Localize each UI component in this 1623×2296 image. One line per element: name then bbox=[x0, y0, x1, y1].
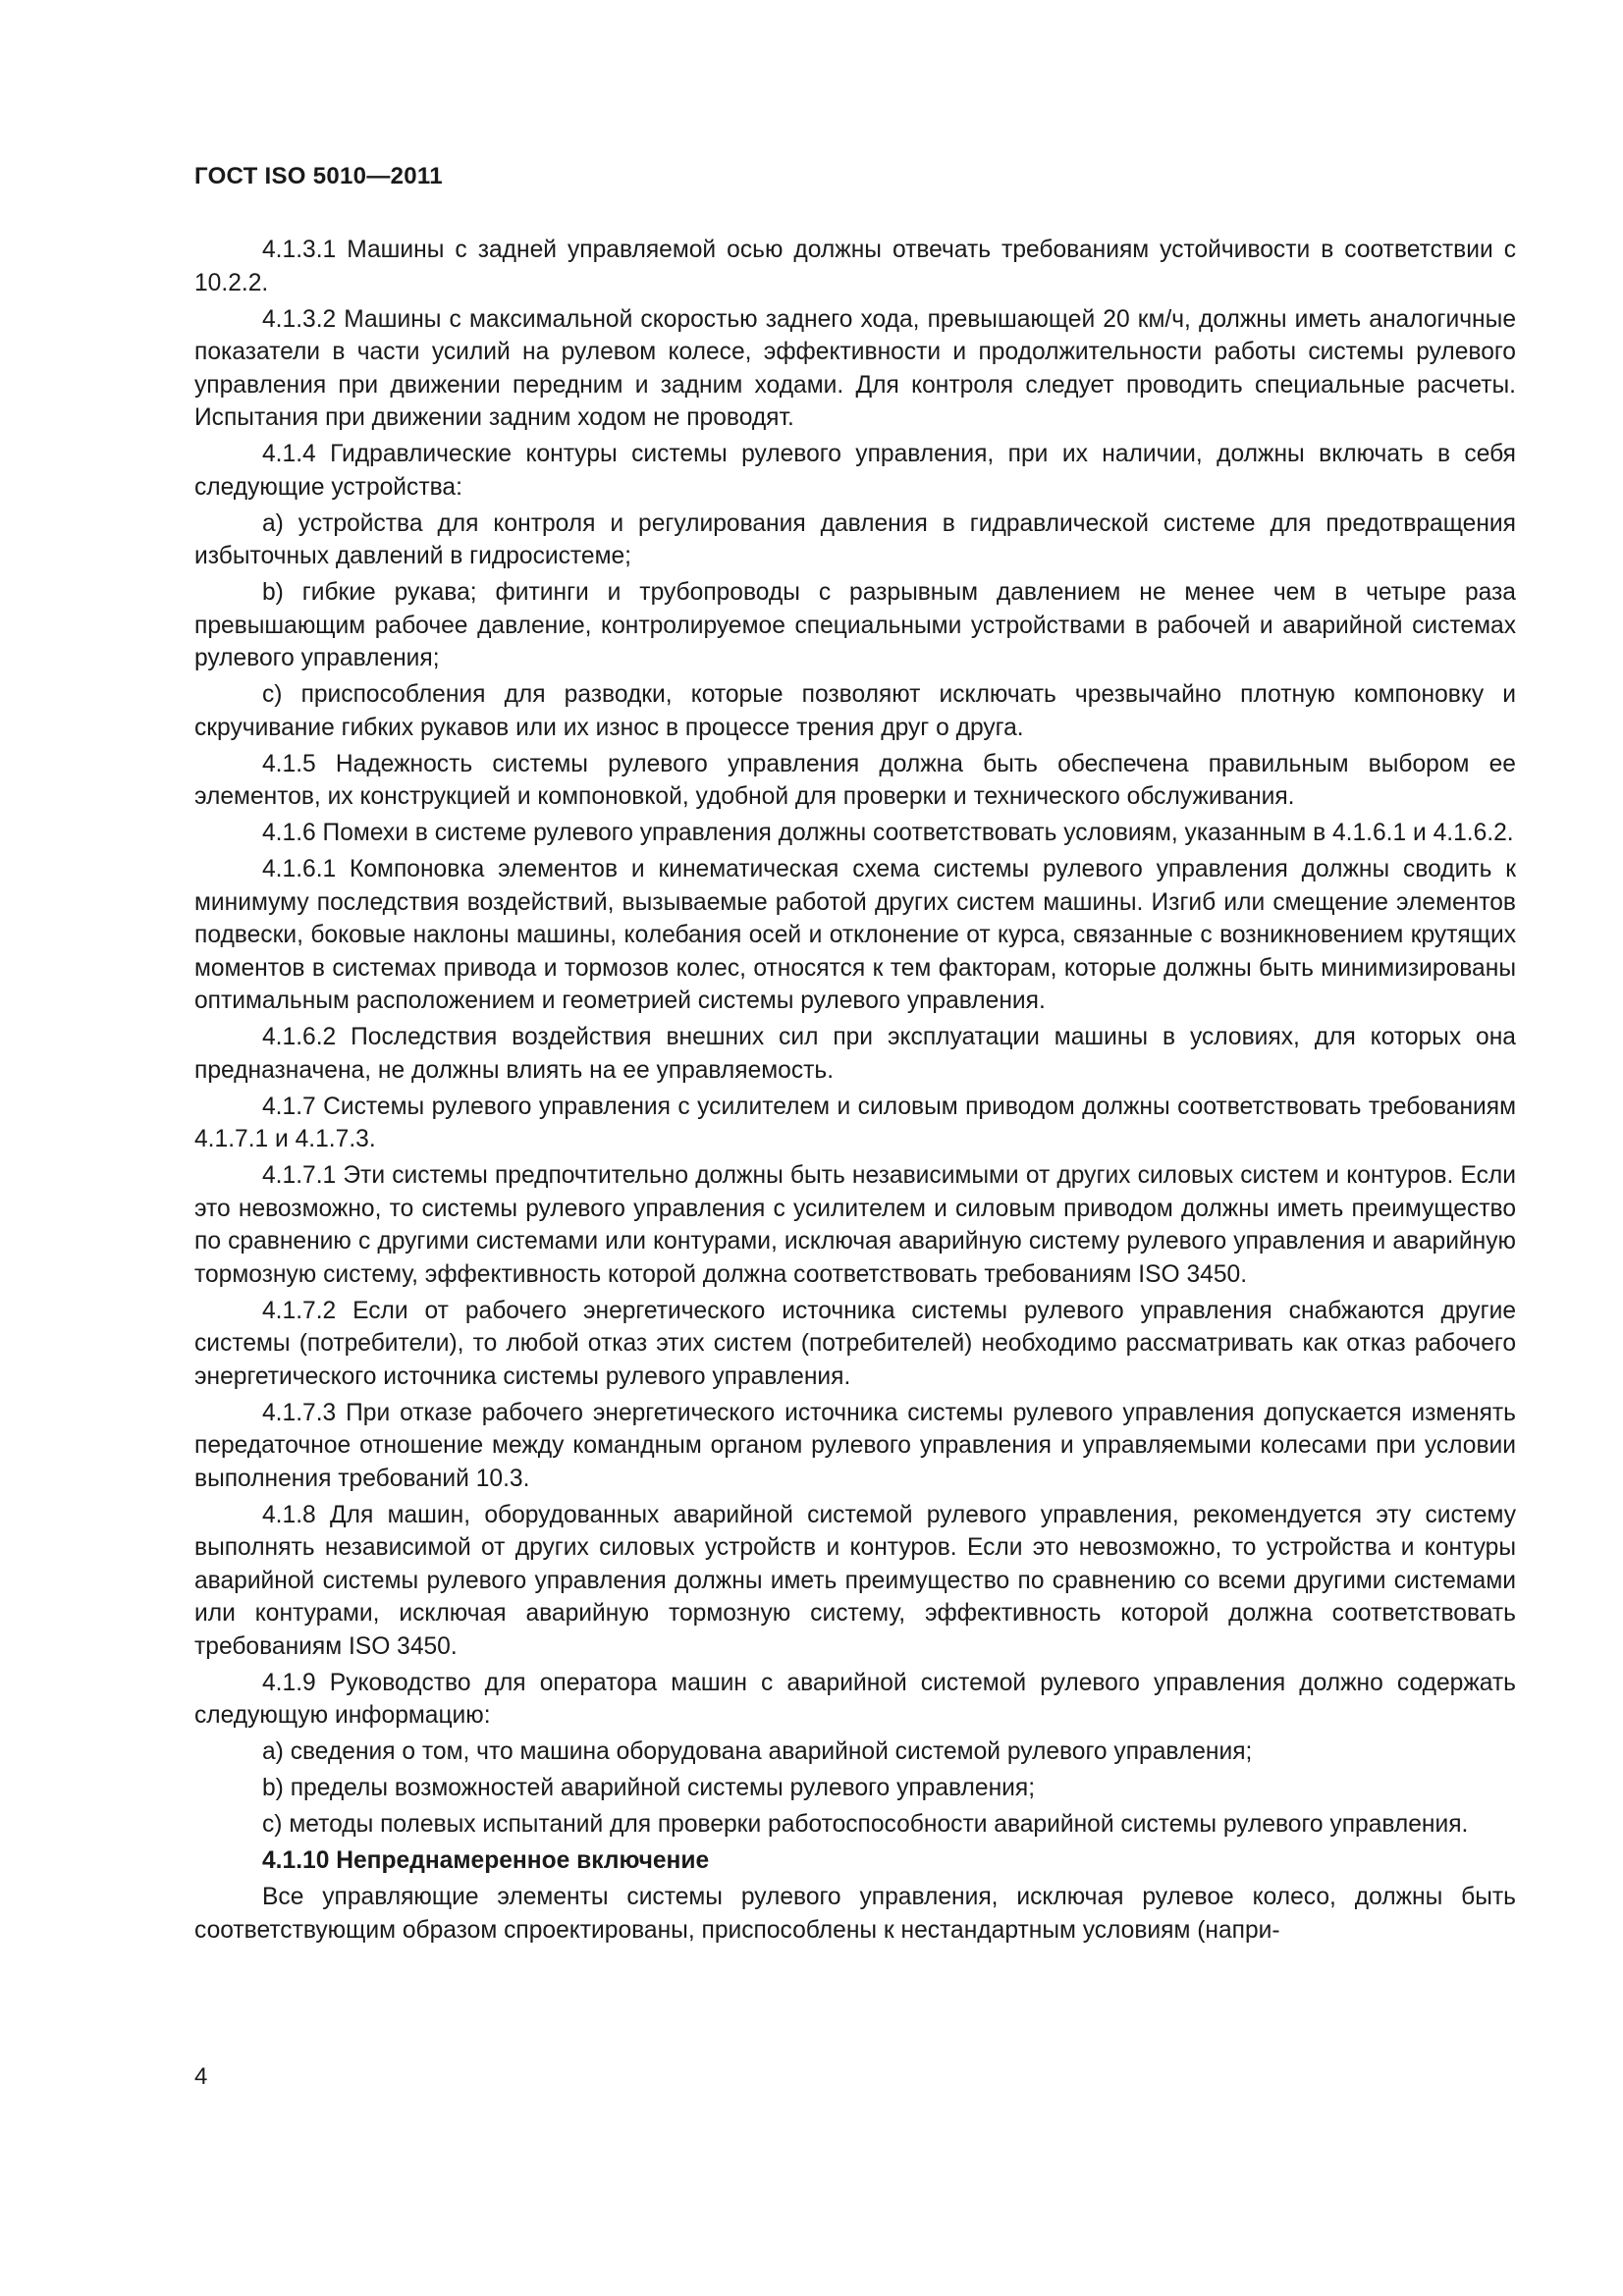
paragraph-4-1-6: 4.1.6 Помехи в системе рулевого управления должны соответствовать условиям, указанным в 4.1.6.1 и 4.1.6.2. bbox=[262, 820, 1514, 846]
paragraph-4-1-9: 4.1.9 Руководство для оператора машин с аварийной системой рулевого управления должно содержать следующую информацию: bbox=[194, 1669, 1516, 1729]
list-item-4-1-9-c: c) методы полевых испытаний для проверки работоспособности аварийной системы рулевого управления. bbox=[262, 1811, 1469, 1838]
list-item-4-1-4-b: b) гибкие рукава; фитинги и трубопроводы с разрывным давлением не менее чем в четыре раза превышающим рабочее давление, контролируемое специальными устройствами в рабочей и аварийной системах рулевого управления; bbox=[194, 579, 1516, 671]
list-item-4-1-9-b: b) пределы возможностей аварийной системы рулевого управления; bbox=[262, 1775, 1036, 1801]
paragraph-4-1-10-body: Все управляющие элементы системы рулевого управления, исключая рулевое колесо, должны быть соответствующим образом спроектированы, приспособлены к нестандартным условиям (напри- bbox=[194, 1884, 1516, 1944]
list-item-4-1-4-a: a) устройства для контроля и регулирования давления в гидравлической системе для предотвращения избыточных давлений в гидросистеме; bbox=[194, 509, 1516, 569]
paragraph-4-1-7-2: 4.1.7.2 Если от рабочего энергетического источника системы рулевого управления снабжаются другие системы (потребители), то любой отказ этих систем (потребителей) необходимо рассматривать как отказ рабочего энергетического источника системы рулевого управления. bbox=[194, 1297, 1516, 1390]
paragraph-4-1-7-1: 4.1.7.1 Эти системы предпочтительно должны быть независимыми от других силовых систем и контуров. Если это невозможно, то системы рулевого управления с усилителем и силовым приводом должны иметь преимущество по сравнению с другими системами или контурами, исключая аварийную систему рулевого управления и аварийную тормозную систему, эффективность которой должна соответствовать требованиям ISO 3450. bbox=[194, 1162, 1516, 1288]
paragraph-4-1-3-1: 4.1.3.1 Машины с задней управляемой осью должны отвечать требованиям устойчивости в соответствии с 10.2.2. bbox=[194, 237, 1516, 296]
page-number: 4 bbox=[194, 2063, 208, 2090]
document-body bbox=[194, 234, 1516, 1950]
list-item-4-1-4-c: c) приспособления для разводки, которые позволяют исключать чрезвычайно плотную компоновку и скручивание гибких рукавов или их износ в процессе трения друг о друга. bbox=[194, 681, 1516, 741]
paragraph-4-1-6-2: 4.1.6.2 Последствия воздействия внешних сил при эксплуатации машины в условиях, для которых она предназначена, не должны влиять на ее управляемость. bbox=[194, 1024, 1516, 1084]
paragraph-4-1-3-2: 4.1.3.2 Машины с максимальной скоростью заднего хода, превышающей 20 км/ч, должны иметь аналогичные показатели в части усилий на рулевом колесе, эффективности и продолжительности работы системы рулевого управления при движении передним и задним ходами. Для контроля следует проводить специальные расчеты. Испытания при движении задним ходом не проводят. bbox=[194, 305, 1516, 431]
paragraph-4-1-7: 4.1.7 Системы рулевого управления с усилителем и силовым приводом должны соответствовать требованиям 4.1.7.1 и 4.1.7.3. bbox=[194, 1093, 1516, 1152]
paragraph-4-1-8: 4.1.8 Для машин, оборудованных аварийной системой рулевого управления, рекомендуется эту систему выполнять независимой от других силовых устройств и контуров. Если это невозможно, то устройства и контуры аварийной системы рулевого управления должны иметь преимущество по сравнению со всеми другими системами или контурами, исключая аварийную тормозную систему, эффективность которой должна соответствовать требованиям ISO 3450. bbox=[194, 1501, 1516, 1660]
list-item-4-1-9-a: a) сведения о том, что машина оборудована аварийной системой рулевого управления; bbox=[262, 1738, 1253, 1765]
paragraph-4-1-6-1: 4.1.6.1 Компоновка элементов и кинематическая схема системы рулевого управления должны сводить к минимуму последствия воздействий, вызываемые работой других систем машины. Изгиб или смещение элементов подвески, боковые наклоны машины, колебания осей и отклонение от курса, связанные с возникновением крутящих моментов в системах привода и тормозов колес, относятся к тем факторам, которые должны быть минимизированы оптимальным расположением и геометрией системы рулевого управления. bbox=[194, 856, 1516, 1014]
paragraph-4-1-5: 4.1.5 Надежность системы рулевого управления должна быть обеспечена правильным выбором ее элементов, их конструкцией и компоновкой, удобной для проверки и технического обслуживания. bbox=[194, 750, 1516, 810]
section-heading-4-1-10: 4.1.10 Непреднамеренное включение bbox=[262, 1847, 710, 1874]
paragraph-4-1-7-3: 4.1.7.3 При отказе рабочего энергетического источника системы рулевого управления допускается изменять передаточное отношение между командным органом рулевого управления и управляемыми колесами при условии выполнения требований 10.3. bbox=[194, 1399, 1516, 1492]
document-header: ГОСТ ISO 5010—2011 bbox=[194, 163, 443, 189]
paragraph-4-1-4: 4.1.4 Гидравлические контуры системы рулевого управления, при их наличии, должны включать в себя следующие устройства: bbox=[194, 441, 1516, 501]
